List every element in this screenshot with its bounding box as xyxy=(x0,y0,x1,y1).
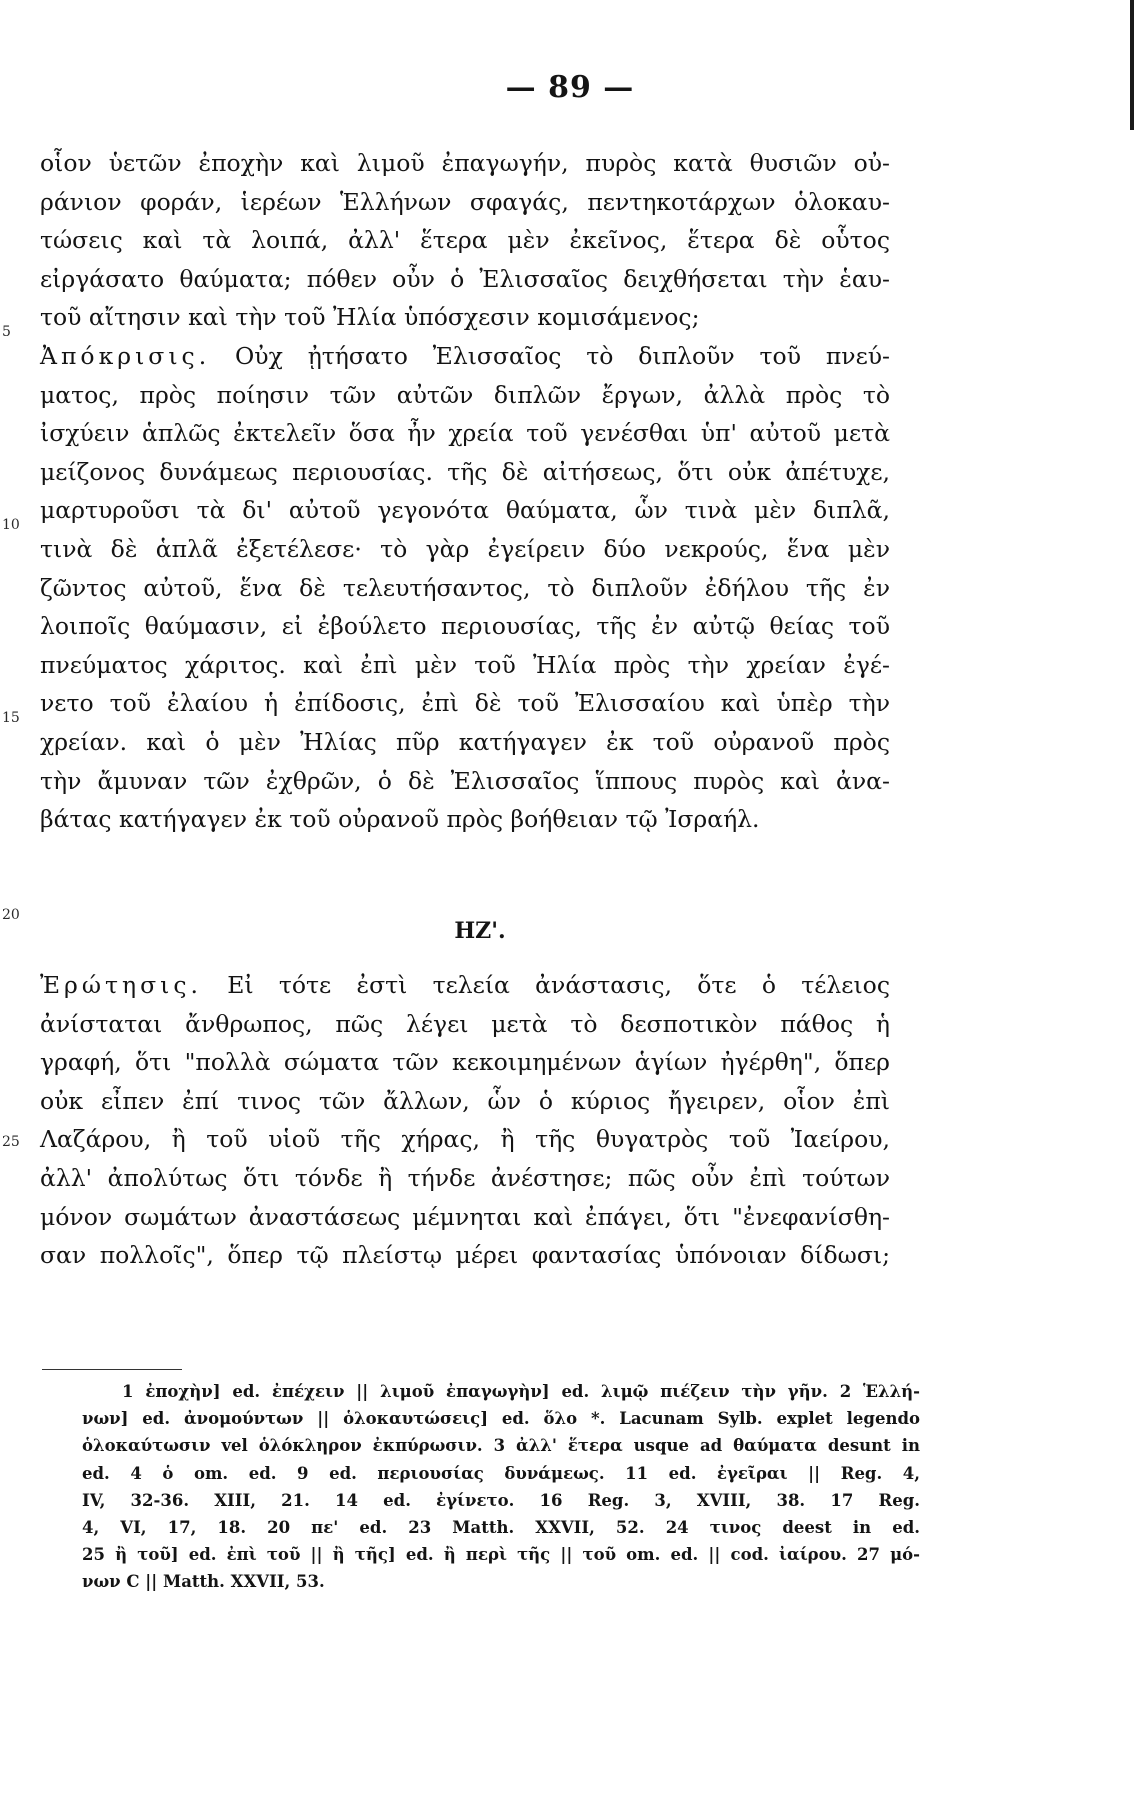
text-line: μαρτυροῦσι τὰ δι' αὐτοῦ γεγονότα θαύματα, ὧν τινὰ μὲν διπλᾶ, xyxy=(40,496,890,525)
text-line: ἰσχύειν ἁπλῶς ἐκτελεῖν ὅσα ἦν χρεία τοῦ γενέσθαι ὑπ' αὐτοῦ μετὰ xyxy=(40,419,890,448)
text-line: οὐκ εἶπεν ἐπί τινος τῶν ἄλλων, ὧν ὁ κύριος ἤγειρεν, οἷον ἐπὶ xyxy=(40,1086,890,1115)
text-line: ἀλλ' ἀπολύτως ὅτι τόνδε ἢ τήνδε ἀνέστησε; πῶς οὖν ἐπὶ τούτων xyxy=(40,1163,890,1192)
text-line: τοῦ αἴτησιν καὶ τὴν τοῦ Ἠλία ὑπόσχεσιν κομισάμενος; xyxy=(40,303,700,332)
footnote-line: IV, 32-36. XIII, 21. 14 ed. ἐγίνετο. 16 Reg. 3, XVIII, 38. 17 Reg. xyxy=(82,1490,920,1510)
text-line: σαν πολλοῖς", ὅπερ τῷ πλείστῳ μέρει φαντασίας ὑπόνοιαν δίδωσι; xyxy=(40,1241,890,1270)
footnote-divider xyxy=(42,1369,182,1370)
page-edge-line xyxy=(1130,0,1134,130)
text-line: λοιποῖς θαύμασιν, εἰ ἐβούλετο περιουσίας, τῆς ἐν αὐτῷ θείας τοῦ xyxy=(40,612,890,641)
footnote-line: 1 ἐποχὴν] ed. ἐπέχειν || λιμοῦ ἐπαγωγὴν] ed. λιμῷ πιέζειν τὴν γῆν. 2 Ἑλλή- xyxy=(122,1382,920,1401)
body-text-block-1 xyxy=(40,144,890,839)
margin-line-number: 15 xyxy=(2,710,20,726)
text-line: ματος, πρὸς ποίησιν τῶν αὐτῶν διπλῶν ἔργων, ἀλλὰ πρὸς τὸ xyxy=(40,380,890,409)
margin-line-number: 10 xyxy=(2,517,20,533)
text-line: βάτας κατήγαγεν ἐκ τοῦ οὐρανοῦ πρὸς βοήθειαν τῷ Ἰσραήλ. xyxy=(40,805,760,834)
text-line: Λαζάρου, ἢ τοῦ υἱοῦ τῆς χήρας, ἢ τῆς θυγατρὸς τοῦ Ἰαείρου, xyxy=(40,1125,890,1154)
margin-line-number: 5 xyxy=(2,324,11,340)
text-line: ζῶντος αὐτοῦ, ἕνα δὲ τελευτήσαντος, τὸ διπλοῦν ἐδήλου τῆς ἐν xyxy=(40,573,890,602)
text-line: οἷον ὑετῶν ἐποχὴν καὶ λιμοῦ ἐπαγωγήν, πυρὸς κατὰ θυσιῶν οὐ- xyxy=(40,149,890,177)
text-line: τώσεις καὶ τὰ λοιπά, ἀλλ' ἕτερα μὲν ἐκεῖνος, ἕτερα δὲ οὗτος xyxy=(40,226,890,255)
sub-heading: Ἐρώτησις. xyxy=(40,971,202,999)
text-line: μόνον σωμάτων ἀναστάσεως μέμνηται καὶ ἐπάγει, ὅτι "ἐνεφανίσθη- xyxy=(40,1202,890,1231)
text-line: Ἐρώτησις. Εἰ τότε ἐστὶ τελεία ἀνάστασις, ὅτε ὁ τέλειος xyxy=(40,971,890,999)
margin-line-number: 25 xyxy=(2,1134,20,1150)
text-line: νετο τοῦ ἐλαίου ἡ ἐπίδοσις, ἐπὶ δὲ τοῦ Ἐλισσαίου καὶ ὑπὲρ τὴν xyxy=(40,689,890,718)
footnote-line: ed. 4 ὁ om. ed. 9 ed. περιουσίας δυνάμεως. 11 ed. ἐγεῖραι || Reg. 4, xyxy=(82,1463,921,1483)
page-number: — 89 — xyxy=(505,70,635,105)
text-line: πνεύματος χάριτος. καὶ ἐπὶ μὲν τοῦ Ἠλία πρὸς τὴν χρείαν ἐγέ- xyxy=(40,650,890,679)
sub-heading: Ἀπόκρισις. xyxy=(40,341,211,370)
text-line: χρείαν. καὶ ὁ μὲν Ἠλίας πῦρ κατήγαγεν ἐκ τοῦ οὐρανοῦ πρὸς xyxy=(40,727,890,756)
margin-line-number: 20 xyxy=(2,907,20,923)
text-line: ἀνίσταται ἄνθρωπος, πῶς λέγει μετὰ τὸ δεσποτικὸν πάθος ἡ xyxy=(40,1009,890,1038)
text-line: Ἀπόκρισις. Οὐχ ᾐτήσατο Ἐλισσαῖος τὸ διπλοῦν τοῦ πνεύ- xyxy=(40,341,890,370)
text-line: εἰργάσατο θαύματα; πόθεν οὖν ὁ Ἐλισσαῖος δειχθήσεται τὴν ἑαυ- xyxy=(40,264,890,293)
footnote-line: 4, VI, 17, 18. 20 πε' ed. 23 Matth. XXVII, 52. 24 τινος deest in ed. xyxy=(82,1518,920,1538)
text-line: τὴν ἄμυναν τῶν ἐχθρῶν, ὁ δὲ Ἐλισσαῖος ἵππους πυρὸς καὶ ἀνα- xyxy=(40,766,890,795)
footnote-line: 25 ἢ τοῦ] ed. ἐπὶ τοῦ || ἢ τῆς] ed. ἢ περὶ τῆς || τοῦ om. ed. || cod. ἰαίρου. 27 μό- xyxy=(82,1545,920,1565)
text-line: γραφή, ὅτι "πολλὰ σώματα τῶν κεκοιμημένων ἁγίων ἠγέρθη", ὅπερ xyxy=(40,1048,890,1077)
section-heading: ΗΖ'. xyxy=(454,918,506,944)
text-line: μείζονος δυνάμεως περιουσίας. τῆς δὲ αἰτήσεως, ὅτι οὐκ ἀπέτυχε, xyxy=(40,457,890,486)
footnote-line: νων] ed. ἀνομούντων || ὁλοκαυτώσεις] ed. ὅλο *. Lacunam Sylb. explet legendo xyxy=(82,1409,920,1429)
text-line: ράνιον φοράν, ἱερέων Ἑλλήνων σφαγάς, πεντηκοτάρχων ὁλοκαυ- xyxy=(40,187,890,216)
footnote-line: νων C || Matth. XXVII, 53. xyxy=(82,1572,325,1592)
footnote-line: ὁλοκαύτωσιν vel ὁλόκληρον ἐκπύρωσιν. 3 ἀλλ' ἕτερα usque ad θαύματα desunt in xyxy=(82,1436,920,1456)
text-line: τινὰ δὲ ἁπλᾶ ἐξετέλεσε· τὸ γὰρ ἐγείρειν δύο νεκρούς, ἕνα μὲν xyxy=(40,534,890,563)
footnotes xyxy=(82,1378,920,1596)
body-text-block-2 xyxy=(40,966,890,1275)
